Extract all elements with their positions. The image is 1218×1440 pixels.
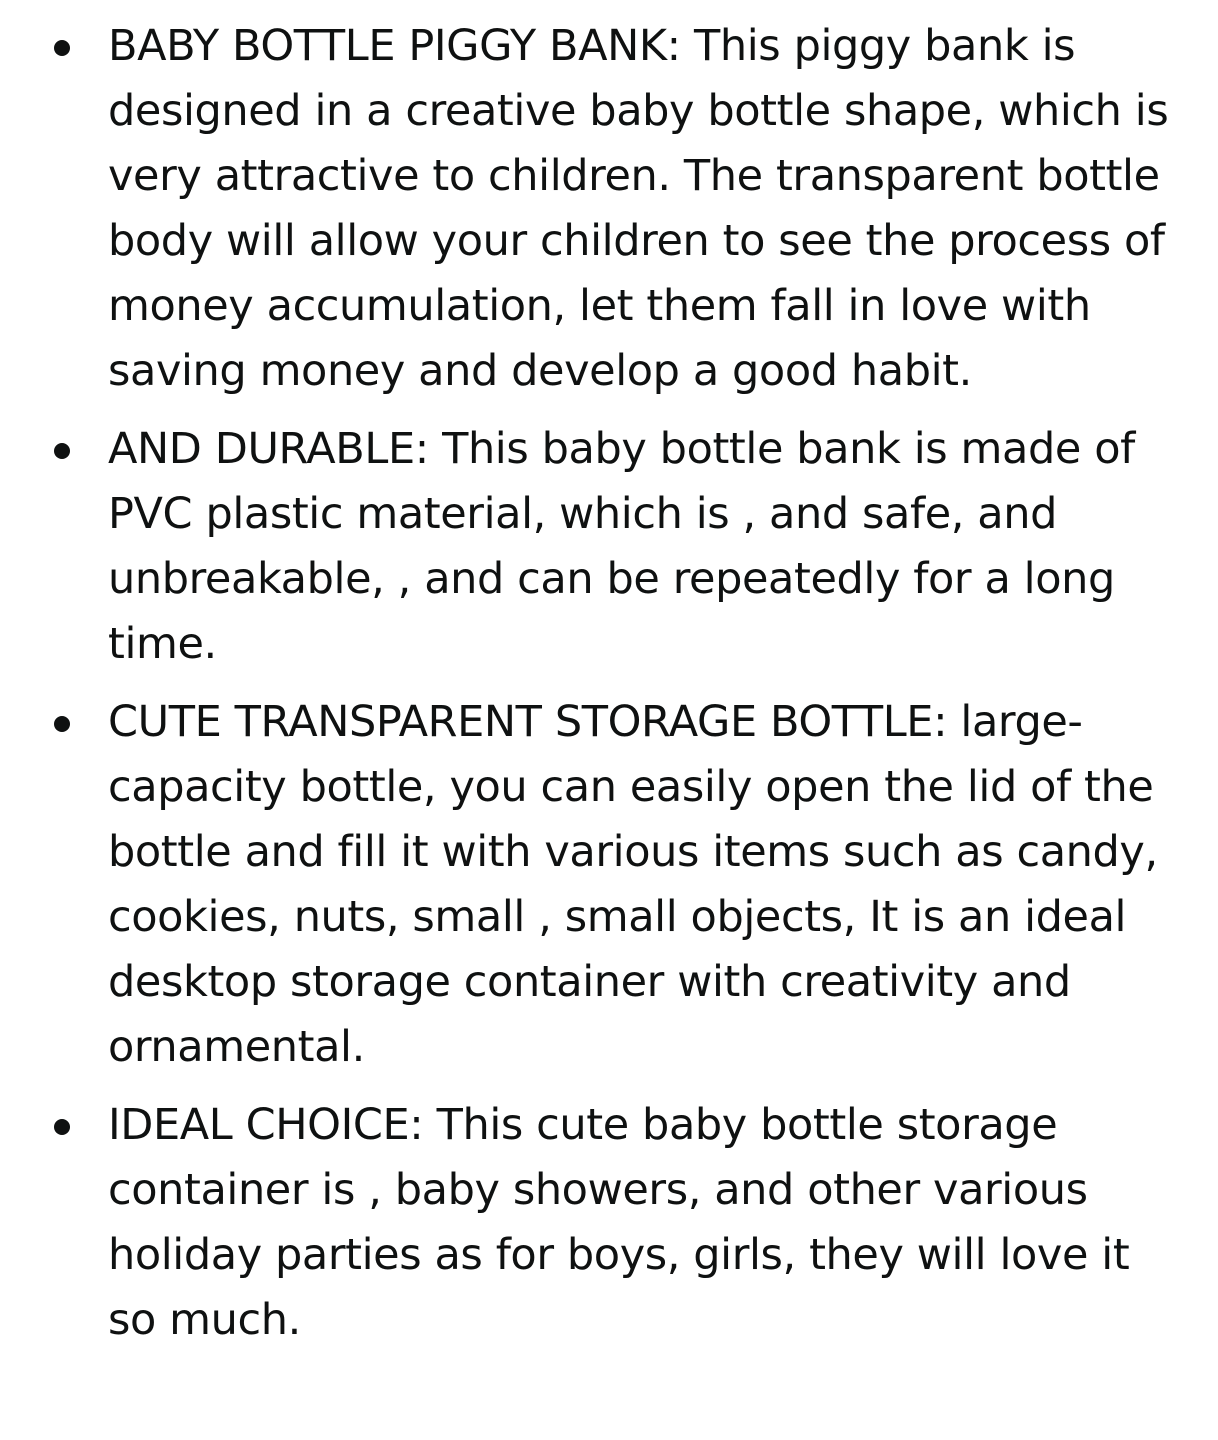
feature-bullet-cute-transparent-storage-bottle	[0, 690, 1218, 1080]
bullet-text: BABY BOTTLE PIGGY BANK: This piggy bank is designed in a creative baby bottle shape, which is very attractive to children. The transparent bottle body will allow your children to see the process of money accumulation, let them fall in love with saving money and develop a good habit.	[108, 21, 1169, 396]
bullet-dot-icon	[54, 40, 70, 56]
bullet-dot-icon	[54, 716, 70, 732]
feature-bullet-ideal-choice	[0, 1093, 1218, 1353]
bullet-dot-icon	[54, 1119, 70, 1135]
feature-bullet-baby-bottle-piggy-bank	[0, 14, 1218, 404]
bullet-text: IDEAL CHOICE: This cute baby bottle storage container is , baby showers, and other various holiday parties as for boys, girls, they will love it so much.	[108, 1100, 1130, 1345]
bullet-text: CUTE TRANSPARENT STORAGE BOTTLE: large-capacity bottle, you can easily open the lid of the bottle and fill it with various items such as candy, cookies, nuts, small , small objects, It is an ideal desktop storage container with creativity and ornamental.	[108, 697, 1158, 1072]
bullet-text: AND DURABLE: This baby bottle bank is made of PVC plastic material, which is , and safe, and unbreakable, , and can be repeatedly for a long time.	[108, 424, 1135, 669]
feature-bullet-and-durable	[0, 417, 1218, 677]
feature-bullet-list	[0, 14, 1218, 1366]
bullet-dot-icon	[54, 443, 70, 459]
